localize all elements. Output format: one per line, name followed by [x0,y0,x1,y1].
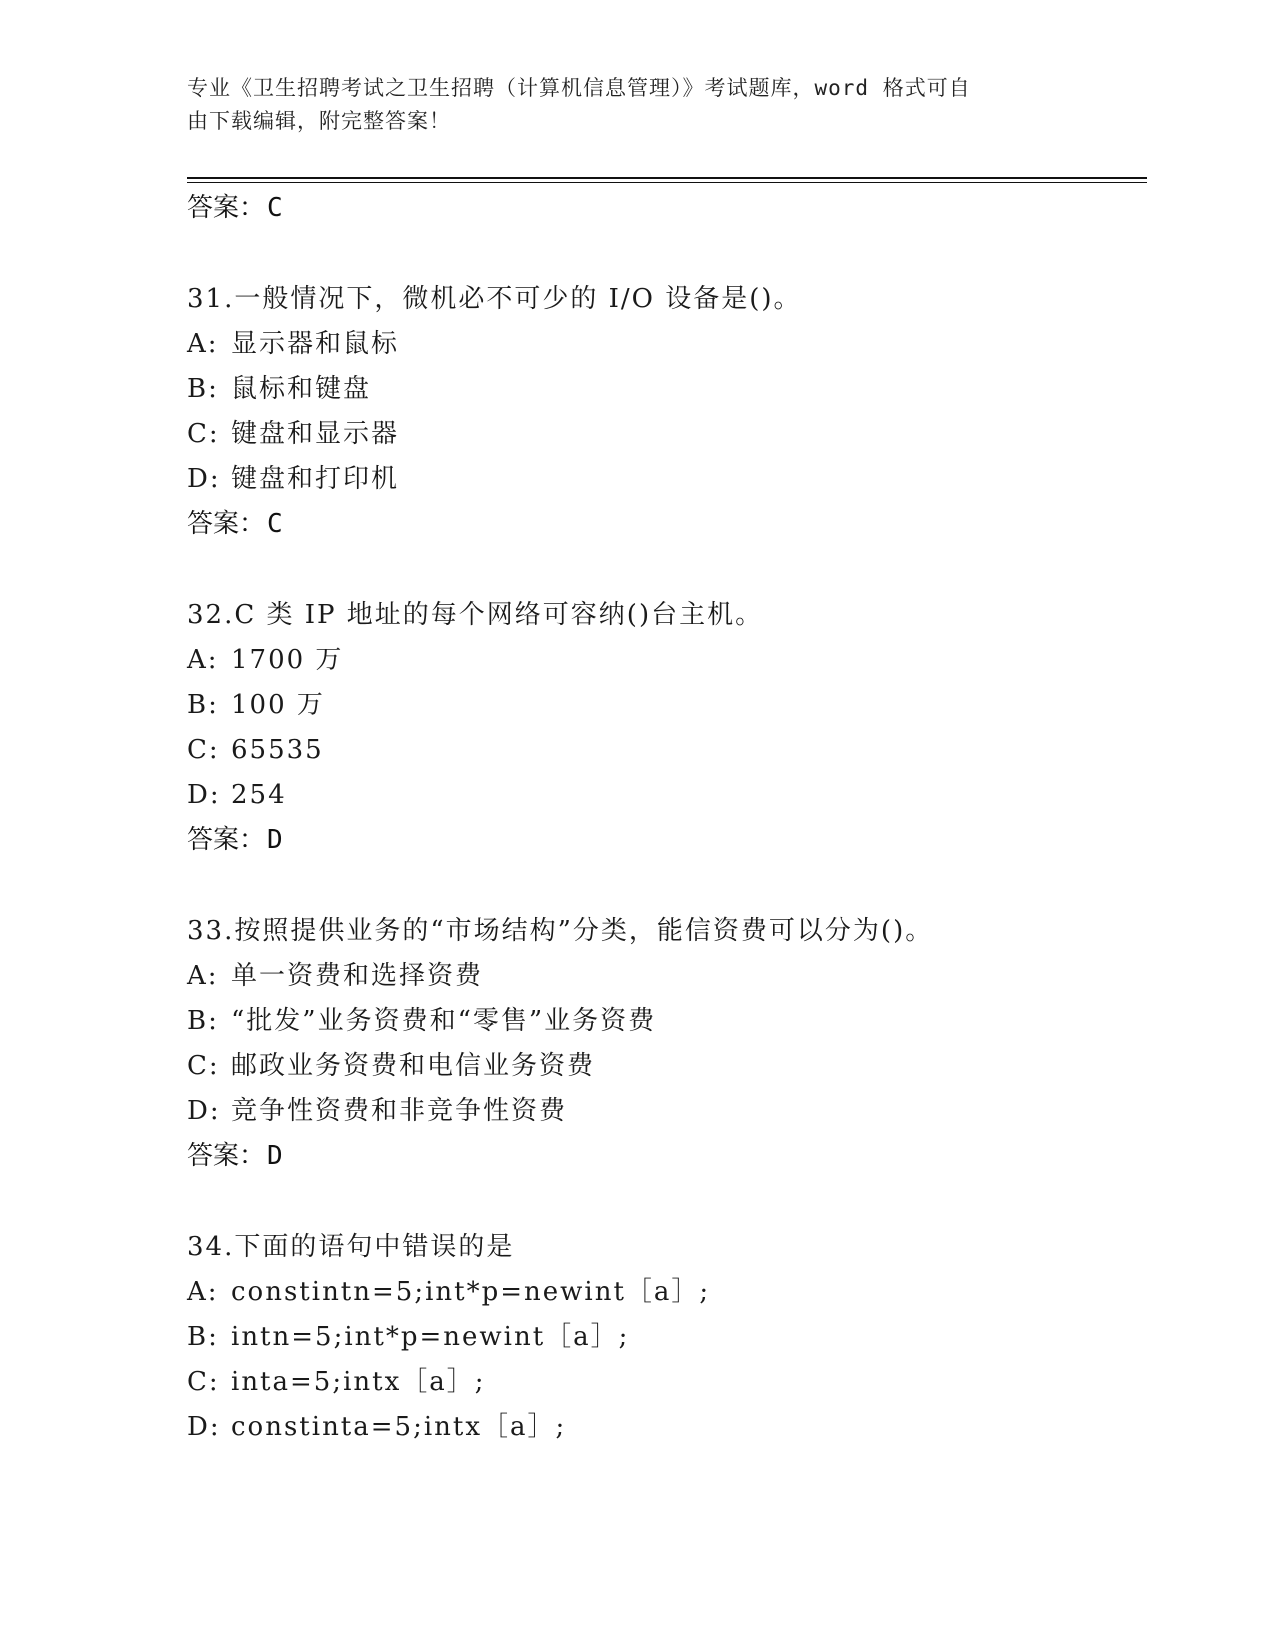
answer-label: 答案： [187,825,266,855]
option-text: 鼠标和键盘 [231,374,372,404]
option-letter: B: [187,1006,219,1036]
option-text: 键盘和打印机 [231,464,400,494]
option-b [187,683,1147,728]
option-letter: A: [187,1277,219,1307]
option-letter: B: [187,690,219,720]
option-a [187,954,1147,999]
option-text: 竞争性资费和非竞争性资费 [231,1096,568,1126]
option-text: 65535 [231,735,324,765]
option-text: 254 [231,780,287,810]
option-letter: C: [187,735,220,765]
header-line-2: 由下载编辑，附完整答案！ [187,109,451,133]
option-letter: A: [187,961,219,991]
answer-line [187,818,1147,863]
option-text: inta=5;intx［a］; [231,1367,486,1397]
option-text: 显示器和鼠标 [231,329,400,359]
option-b [187,367,1147,412]
option-letter: A: [187,329,219,359]
option-text: 邮政业务资费和电信业务资费 [231,1051,596,1081]
option-text: constinta=5;intx［a］; [231,1412,567,1442]
option-d [187,457,1147,502]
option-letter: D: [187,464,221,494]
header-rule-thick [187,177,1147,179]
answer-value: D [267,825,283,855]
question-list [187,186,1147,1450]
header-rule-thin [187,182,1147,183]
option-letter: C: [187,1367,220,1397]
option-d [187,1089,1147,1134]
answer-line [187,186,1147,231]
question-block-33 [187,909,1147,1179]
option-letter: D: [187,1096,221,1126]
document-header [187,72,1087,138]
option-b [187,1315,1147,1360]
answer-line [187,502,1147,547]
answer-value: C [267,509,283,539]
option-c [187,728,1147,773]
option-a [187,1270,1147,1315]
option-letter: C: [187,419,220,449]
option-text: intn=5;int*p=newint［a］; [231,1322,630,1352]
option-d [187,773,1147,818]
answer-label: 答案： [187,193,266,223]
option-letter: A: [187,645,219,675]
option-a [187,322,1147,367]
header-line-1: 专业《卫生招聘考试之卫生招聘（计算机信息管理）》考试题库，word 格式可自 [187,76,971,100]
option-text: 键盘和显示器 [231,419,400,449]
option-a [187,638,1147,683]
answer-value: C [267,193,283,223]
option-d [187,1405,1147,1450]
question-block-31 [187,277,1147,547]
option-letter: B: [187,374,219,404]
question-text: 34.下面的语句中错误的是 [187,1232,515,1262]
option-letter: C: [187,1051,220,1081]
answer-value: D [267,1141,283,1171]
option-text: “批发”业务资费和“零售”业务资费 [231,1006,657,1036]
question-text: 33.按照提供业务的“市场结构”分类，能信资费可以分为()。 [187,916,934,946]
option-c [187,1360,1147,1405]
option-text: 单一资费和选择资费 [231,961,484,991]
option-text: 100 万 [231,690,325,720]
answer-line [187,1134,1147,1179]
answer-label: 答案： [187,509,266,539]
option-text: 1700 万 [231,645,344,675]
option-letter: D: [187,1412,221,1442]
question-text: 32.C 类 IP 地址的每个网络可容纳()台主机。 [187,600,764,630]
option-b [187,999,1147,1044]
option-letter: B: [187,1322,219,1352]
option-letter: D: [187,780,221,810]
answer-label: 答案： [187,1141,266,1171]
option-c [187,1044,1147,1089]
question-block-32 [187,593,1147,863]
option-c [187,412,1147,457]
option-text: constintn=5;int*p=newint［a］; [231,1277,711,1307]
question-block-34 [187,1225,1147,1450]
question-text: 31.一般情况下，微机必不可少的 I/O 设备是()。 [187,284,802,314]
